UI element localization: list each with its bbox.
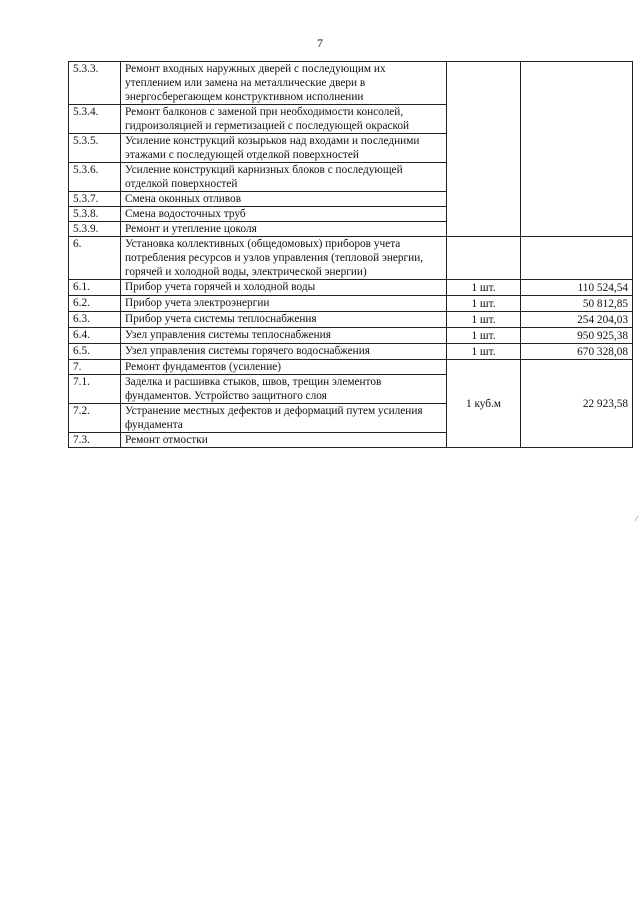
section-number: 6. xyxy=(69,237,121,280)
table-row xyxy=(69,62,633,105)
item-description: Прибор учета системы теплоснабжения xyxy=(121,312,447,328)
item-description: Прибор учета горячей и холодной воды xyxy=(121,280,447,296)
item-description: Ремонт входных наружных дверей с последующим их утеплением или замена на металлические двери в энергосберегающем конструктивном исполнении xyxy=(121,62,447,105)
item-cost: 254 204,03 xyxy=(521,312,633,328)
item-number: 6.4. xyxy=(69,328,121,344)
table-row xyxy=(69,328,633,344)
table-row xyxy=(69,280,633,296)
section-description: Установка коллективных (общедомовых) приборов учета потребления ресурсов и узлов управления (тепловой энергии, горячей и холодной воды, электрической энергии) xyxy=(121,237,447,280)
item-unit: 1 шт. xyxy=(447,296,521,312)
item-number: 5.3.9. xyxy=(69,222,121,237)
item-number: 5.3.4. xyxy=(69,105,121,134)
item-unit: 1 шт. xyxy=(447,328,521,344)
item-number: 7.3. xyxy=(69,433,121,448)
item-number: 5.3.6. xyxy=(69,163,121,192)
item-number: 6.3. xyxy=(69,312,121,328)
item-number: 6.5. xyxy=(69,344,121,360)
section-number: 7. xyxy=(69,360,121,375)
table-row xyxy=(69,296,633,312)
item-description: Ремонт и утепление цоколя xyxy=(121,222,447,237)
item-description: Усиление конструкций карнизных блоков с последующей отделкой поверхностей xyxy=(121,163,447,192)
item-unit: 1 шт. xyxy=(447,344,521,360)
unit-cell-empty xyxy=(447,62,521,237)
item-cost: 110 524,54 xyxy=(521,280,633,296)
cost-cell-empty xyxy=(521,62,633,237)
item-number: 5.3.8. xyxy=(69,207,121,222)
item-number: 5.3.3. xyxy=(69,62,121,105)
section-description: Ремонт фундаментов (усиление) xyxy=(121,360,447,375)
section-header-row xyxy=(69,237,633,280)
item-number: 6.2. xyxy=(69,296,121,312)
item-description: Узел управления системы горячего водоснабжения xyxy=(121,344,447,360)
item-description: Устранение местных дефектов и деформаций путем усиления фундамента xyxy=(121,404,447,433)
table-row xyxy=(69,312,633,328)
item-description: Усиление конструкций козырьков над входами и последними этажами с последующей отделкой поверхностей xyxy=(121,134,447,163)
item-cost: 670 328,08 xyxy=(521,344,633,360)
section-unit: 1 куб.м xyxy=(447,360,521,448)
scan-edge-mark: ⁄ xyxy=(636,514,638,523)
item-cost: 50 812,85 xyxy=(521,296,633,312)
item-description: Узел управления системы теплоснабжения xyxy=(121,328,447,344)
item-description: Смена оконных отливов xyxy=(121,192,447,207)
item-number: 5.3.5. xyxy=(69,134,121,163)
item-description: Ремонт балконов с заменой при необходимости консолей, гидроизоляцией и герметизацией с последующей окраской xyxy=(121,105,447,134)
item-cost: 950 925,38 xyxy=(521,328,633,344)
table-row xyxy=(69,344,633,360)
item-unit: 1 шт. xyxy=(447,312,521,328)
item-number: 7.2. xyxy=(69,404,121,433)
item-description: Ремонт отмостки xyxy=(121,433,447,448)
item-unit: 1 шт. xyxy=(447,280,521,296)
item-description: Смена водосточных труб xyxy=(121,207,447,222)
item-number: 5.3.7. xyxy=(69,192,121,207)
section-header-row xyxy=(69,360,633,375)
cost-cell-empty xyxy=(521,237,633,280)
item-number: 6.1. xyxy=(69,280,121,296)
section-cost: 22 923,58 xyxy=(521,360,633,448)
item-number: 7.1. xyxy=(69,375,121,404)
works-table xyxy=(68,61,633,448)
page-number: 7 xyxy=(317,36,323,50)
unit-cell-empty xyxy=(447,237,521,280)
item-description: Прибор учета электроэнергии xyxy=(121,296,447,312)
item-description: Заделка и расшивка стыков, швов, трещин элементов фундаментов. Устройство защитного слоя xyxy=(121,375,447,404)
